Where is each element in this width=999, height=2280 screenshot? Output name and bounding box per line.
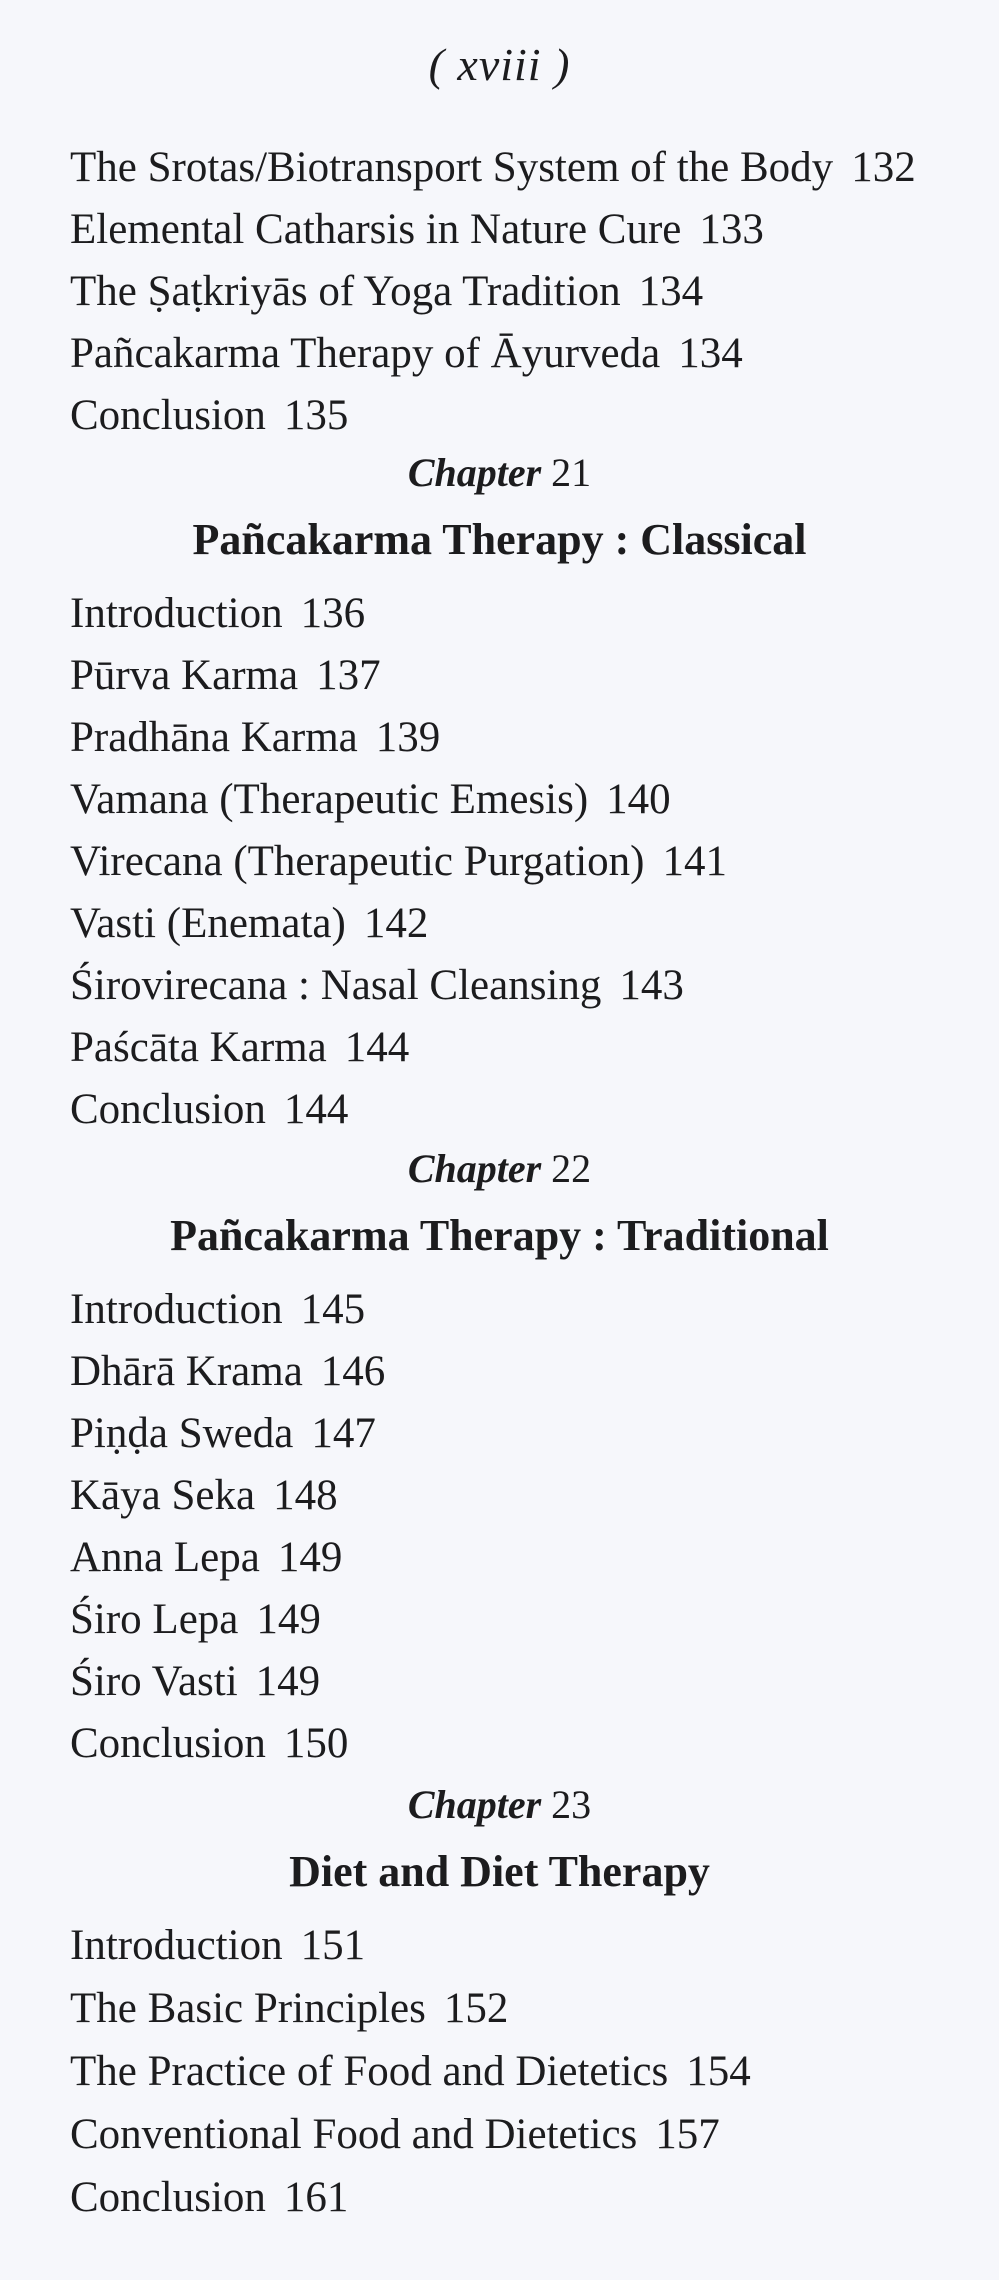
toc-entry: [70, 2176, 348, 2219]
entry-title: Elemental Catharsis in Nature Cure: [70, 206, 682, 253]
chapter-title: Pañcakarma Therapy : Classical: [192, 515, 807, 564]
toc-entry: [70, 1722, 348, 1765]
entry-title: Conventional Food and Dietetics: [70, 2111, 638, 2158]
toc-entry: [70, 716, 440, 759]
entry-page: 148: [273, 1472, 338, 1519]
entry-page: 134: [678, 330, 743, 377]
chapter-label: [0, 1782, 999, 1827]
entry-title: Virecana (Therapeutic Purgation): [70, 838, 645, 885]
chapter-label: [0, 450, 999, 495]
chapter-title: Pañcakarma Therapy : Traditional: [170, 1211, 829, 1260]
entry-title: Introduction: [70, 1922, 283, 1969]
entry-page: 136: [300, 590, 366, 637]
toc-entry: [70, 1924, 365, 1967]
toc-entry: [70, 840, 727, 883]
entry-page: 150: [283, 1720, 349, 1767]
chapter-word: Chapter: [407, 450, 542, 495]
entry-title: Conclusion: [70, 392, 266, 439]
entry-page: 149: [277, 1534, 343, 1581]
entry-page: 142: [363, 900, 429, 947]
entry-title: The Basic Principles: [70, 1985, 426, 2032]
toc-entry: [70, 1026, 409, 1069]
entry-title: Paścāta Karma: [70, 1024, 327, 1071]
entry-page: 140: [606, 776, 671, 823]
entry-page: 144: [344, 1024, 410, 1071]
toc-entry: [70, 1660, 320, 1703]
entry-title: Conclusion: [70, 1720, 266, 1767]
entry-title: The Srotas/Biotransport System of the Body: [70, 144, 834, 191]
toc-entry: [70, 778, 671, 821]
entry-title: Conclusion: [70, 1086, 266, 1133]
toc-entry: [70, 1288, 365, 1331]
entry-title: Dhārā Krama: [70, 1348, 303, 1395]
entry-page: 137: [316, 652, 381, 699]
chapter-title: Diet and Diet Therapy: [289, 1847, 710, 1896]
entry-title: Piṇḍa Sweda: [70, 1410, 294, 1457]
chapter-word: Chapter: [407, 1782, 542, 1827]
toc-entry: [70, 2113, 720, 2156]
entry-page: 135: [283, 392, 349, 439]
toc-entry: [70, 1598, 321, 1641]
toc-entry: [70, 964, 684, 1007]
entry-page: 151: [300, 1922, 366, 1969]
toc-entry: [70, 1350, 385, 1393]
toc-entry: [70, 332, 743, 375]
entry-page: 149: [255, 1658, 321, 1705]
entry-title: Vasti (Enemata): [70, 900, 346, 947]
toc-entry: [70, 2050, 751, 2093]
chapter-word: Chapter: [407, 1146, 542, 1191]
entry-title: The Practice of Food and Dietetics: [70, 2048, 669, 2095]
toc-entry: [70, 1412, 376, 1455]
entry-title: Śirovirecana : Nasal Cleansing: [70, 962, 602, 1009]
toc-entry: [70, 270, 703, 313]
entry-page: 132: [851, 144, 916, 191]
entry-page: 154: [686, 2048, 751, 2095]
entry-page: 134: [638, 268, 704, 315]
chapter-number: 21: [551, 450, 592, 495]
entry-title: Pūrva Karma: [70, 652, 299, 699]
chapter-number: 23: [551, 1782, 592, 1827]
entry-title: Introduction: [70, 590, 283, 637]
toc-entry: [70, 146, 916, 189]
entry-title: Conclusion: [70, 2174, 266, 2221]
toc-entry: [70, 654, 381, 697]
chapter-label: [0, 1146, 999, 1191]
entry-title: Kāya Seka: [70, 1472, 256, 1519]
entry-title: Introduction: [70, 1286, 283, 1333]
entry-page: 157: [655, 2111, 720, 2158]
toc-entry: [70, 208, 764, 251]
toc-entry: [70, 1536, 342, 1579]
entry-page: 139: [375, 714, 441, 761]
entry-title: Śiro Lepa: [70, 1596, 239, 1643]
toc-entry: [70, 1474, 338, 1517]
toc-entry: [70, 902, 428, 945]
entry-page: 161: [283, 2174, 349, 2221]
entry-page: 149: [256, 1596, 321, 1643]
entry-title: Pañcakarma Therapy of Āyurveda: [70, 330, 661, 377]
entry-title: Anna Lepa: [70, 1534, 260, 1581]
toc-entry: [70, 592, 365, 635]
toc-entry: [70, 394, 348, 437]
toc-entry: [70, 1088, 348, 1131]
entry-page: 152: [443, 1985, 509, 2032]
page-number: ( xviii ): [428, 39, 571, 90]
entry-page: 143: [619, 962, 684, 1009]
entry-page: 141: [662, 838, 727, 885]
entry-title: Pradhāna Karma: [70, 714, 358, 761]
entry-title: Śiro Vasti: [70, 1658, 238, 1705]
entry-page: 133: [699, 206, 764, 253]
entry-title: Vamana (Therapeutic Emesis): [70, 776, 589, 823]
chapter-number: 22: [551, 1146, 592, 1191]
entry-page: 144: [283, 1086, 349, 1133]
entry-page: 146: [320, 1348, 386, 1395]
entry-page: 145: [300, 1286, 366, 1333]
entry-page: 147: [311, 1410, 376, 1457]
toc-entry: [70, 1987, 508, 2030]
entry-title: The Ṣaṭkriyās of Yoga Tradition: [70, 268, 621, 315]
